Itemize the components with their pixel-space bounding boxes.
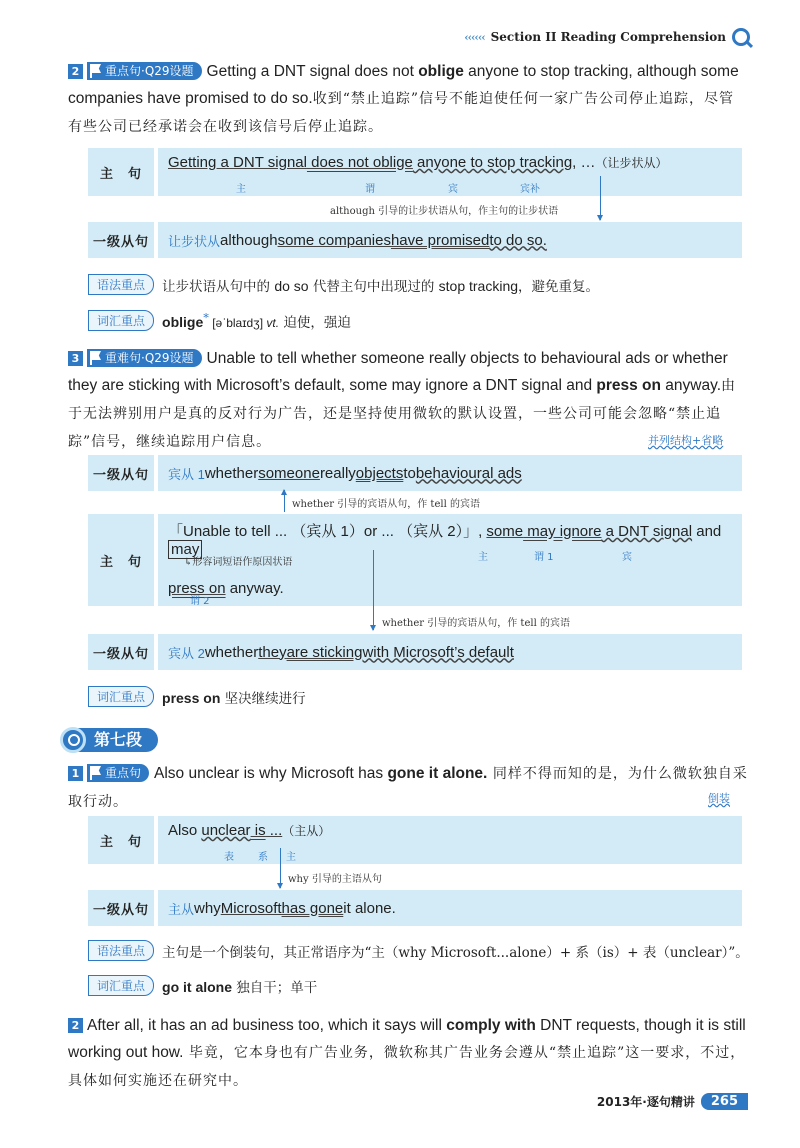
object: a DNT signal <box>601 523 693 540</box>
pill-label: 语法重点 <box>88 274 154 295</box>
footer-text: 2013年·逐句精讲 <box>596 1095 695 1109</box>
text-part: do so <box>274 277 309 294</box>
header-title: Section II Reading Comprehension <box>490 30 726 44</box>
sub-clause-row <box>88 890 742 926</box>
predicate-2: press on <box>168 580 226 597</box>
sentence-3 <box>68 345 748 456</box>
clause-tag: 主从 <box>168 901 195 917</box>
object-complement: to stop tracking <box>466 154 573 171</box>
vocab-word: go it alone <box>162 978 233 995</box>
page-number: 265 <box>701 1093 748 1110</box>
vocab-word: press on <box>162 689 221 706</box>
arrow-down <box>600 176 601 220</box>
mark-object: 宾 <box>448 184 458 195</box>
mark-predicate-2: 谓 2 <box>190 596 210 607</box>
key-word: gone it alone. <box>387 765 488 782</box>
chinese-translation: 由于无法辨别用户是真的反对行为广告，还是坚持使用微软的默认设置，一些公司可能会忽略“禁止追踪”信号，继续追踪用户信息。 <box>68 378 737 450</box>
meaning: 迫使，强迫 <box>279 314 351 331</box>
flag-tag: 重点句 <box>87 764 149 782</box>
sentence-7-2 <box>68 1012 748 1095</box>
star-mark: * <box>203 311 209 324</box>
boxed-word: may <box>168 540 202 559</box>
annotation-note: why 引导的主语从句 <box>288 874 382 885</box>
pill-label: 词汇重点 <box>88 310 154 331</box>
text-part: stop tracking <box>438 277 519 294</box>
row-label: 一级从句 <box>92 646 149 662</box>
row-content <box>154 890 742 926</box>
subject: they <box>258 643 287 661</box>
sub-clause-row <box>88 222 742 258</box>
part-of-speech: vt. <box>266 315 280 330</box>
arrow-down <box>373 550 374 630</box>
adjective-note: ↳形容词短语作原因状语 <box>184 557 293 568</box>
english-text: anyway. <box>661 377 722 394</box>
pill-label: 语法重点 <box>88 940 154 961</box>
note-text: 形容词短语作原因状语 <box>192 557 293 568</box>
sentence-number: 2 <box>68 1018 83 1033</box>
header-arrows: ‹‹‹‹‹‹ <box>464 30 485 44</box>
mark-subject: 主 <box>478 552 488 563</box>
object: anyone <box>412 154 467 171</box>
predicate: objects <box>355 464 404 482</box>
chinese-translation: 毕竟，它本身也有广告业务，微软称其广告业务会遵从“禁止追踪”这一要求，不过，具体如何实施还在研究中。 <box>68 1045 746 1089</box>
rest: it alone. <box>343 899 396 917</box>
adverb: really <box>319 464 356 482</box>
english-text: Also unclear is why Microsoft has <box>154 765 388 782</box>
clause-ref: （让步状从） <box>595 156 668 170</box>
mark-predicate-1: 谓 1 <box>534 552 554 563</box>
english-text: Getting a DNT signal does not <box>206 63 419 80</box>
pill-text: 主句是一个倒装句，其正常语序为“主（why Microsoft...alone）+ 系（is）+ 表（unclear）”。 <box>162 944 749 961</box>
grammar-point <box>88 940 749 961</box>
main-clause-row <box>88 816 742 864</box>
vocabulary-point <box>88 686 306 707</box>
predicate: are sticking <box>286 643 363 661</box>
chinese-translation: 同样不得而知的是，为什么微软独自采取行动。 <box>68 766 748 810</box>
pill-label: 词汇重点 <box>88 975 154 996</box>
conjunction: whether <box>204 643 259 661</box>
grammar-point <box>88 274 599 295</box>
running-header <box>464 28 750 46</box>
english-text: After all, it has an ad business too, which it says will <box>87 1017 447 1034</box>
object-clause-2-row <box>88 634 742 670</box>
clause-ref: （主从） <box>282 824 331 838</box>
adverb: Also <box>168 822 202 839</box>
mark-subject: 主 <box>236 184 246 195</box>
mark-linking-verb: 系 <box>258 852 268 863</box>
ellipsis: , … <box>572 154 596 171</box>
magnifier-icon <box>732 28 750 46</box>
phonetic: [əˈblaɪdʒ] <box>208 315 267 330</box>
structure-hint: 倒装 <box>708 792 730 805</box>
subject: Getting a DNT signal <box>168 154 307 171</box>
row-content <box>154 455 742 491</box>
conjunction: although <box>220 231 278 249</box>
subject: someone <box>258 464 320 482</box>
main-clause-row <box>88 148 742 196</box>
row-content <box>154 816 742 864</box>
row-label: 主 句 <box>99 554 142 570</box>
annotation-note: although 引导的让步状语从句，作主句的让步状语 <box>330 206 559 217</box>
text-part: 代替主句中出现过的 <box>308 278 439 295</box>
subject: Microsoft <box>220 899 282 917</box>
object: to do so. <box>489 231 547 249</box>
chinese-translation: 收到“禁止追踪”信号不能迫使任何一家广告公司停止追踪，尽管有些公司已经承诺会在收到该信号后停止追踪。 <box>68 91 735 135</box>
page-footer <box>597 1093 748 1110</box>
pill-text <box>162 976 317 996</box>
mark-predicate: 谓 <box>365 184 375 195</box>
sentence-7-1 <box>68 760 748 816</box>
meaning: 坚决继续进行 <box>220 690 306 707</box>
row-label: 一级从句 <box>92 467 149 483</box>
row-label: 一级从句 <box>92 234 149 250</box>
english-text: Unable to tell whether someone really objects to behavioural ads or whether they are sticking with Microsoft’s default, some may ignore a DNT signal and <box>68 350 728 394</box>
key-word: press on <box>596 377 661 394</box>
mark-object: 宾 <box>622 552 632 563</box>
conjunction: whether <box>204 464 259 482</box>
subject: ... <box>265 822 283 839</box>
row-label: 主 句 <box>99 834 142 850</box>
key-word: comply with <box>446 1017 536 1034</box>
preposition: to <box>403 464 416 482</box>
predicative: unclear <box>201 822 251 839</box>
row-content <box>154 222 742 258</box>
arrow-up <box>284 490 285 512</box>
subject: some <box>486 523 524 540</box>
row-content <box>154 634 742 670</box>
sentence-number: 3 <box>68 351 83 366</box>
arrow-down <box>280 848 281 888</box>
predicate: has gone <box>281 899 344 917</box>
mark-object-complement: 宾补 <box>520 184 540 195</box>
text-part: ，避免重复。 <box>518 278 600 295</box>
flag-tag: 重难句·Q29设题 <box>87 349 202 367</box>
predicate: does not oblige <box>306 154 413 171</box>
pill-text <box>162 275 599 295</box>
search-icon <box>60 727 86 753</box>
annotation-note: whether 引导的宾语从句，作 tell 的宾语 <box>292 499 480 510</box>
text-part: 让步状语从句中的 <box>162 278 275 295</box>
mark-subject: 主 <box>286 852 296 863</box>
clause-tag: 让步状从 <box>168 233 221 249</box>
english-text: anyone to stop tracking, although some companies have promised to do so. <box>68 63 739 107</box>
section-heading <box>60 726 158 754</box>
linking-verb: is <box>250 822 266 839</box>
predicate-1: may ignore <box>523 523 602 540</box>
meaning: 独自干；单干 <box>232 979 318 996</box>
object: behavioural ads <box>415 464 522 482</box>
subject: some companies <box>277 231 391 249</box>
clause-tag: 宾从 1 <box>168 466 205 482</box>
section-title: 第七段 <box>76 728 158 752</box>
conjunction: and <box>692 523 722 540</box>
annotation-note: whether 引导的宾语从句，作 tell 的宾语 <box>382 618 570 629</box>
predicate: have promised <box>390 231 490 249</box>
vocab-word: oblige <box>162 313 204 330</box>
clause-tag: 宾从 2 <box>168 645 205 661</box>
structure-hint: 并列结构+省略 <box>648 434 724 447</box>
row-label: 主 句 <box>99 166 142 182</box>
key-word: oblige <box>418 63 464 80</box>
sentence-2 <box>68 58 748 141</box>
vocabulary-point <box>88 310 351 331</box>
mark-predicative: 表 <box>224 852 234 863</box>
sentence-number: 2 <box>68 64 83 79</box>
vocabulary-point <box>88 975 317 996</box>
row-label: 一级从句 <box>92 902 149 918</box>
flag-tag: 重点句·Q29设题 <box>87 62 202 80</box>
adverb: anyway. <box>225 580 284 597</box>
pill-text <box>162 687 306 707</box>
english-text: DNT requests, though it is still working out how. <box>68 1017 746 1061</box>
sentence-number: 1 <box>68 766 83 781</box>
adverbial: with Microsoft’s default <box>362 643 514 661</box>
conjunction: why <box>194 899 221 917</box>
pill-label: 词汇重点 <box>88 686 154 707</box>
pill-text <box>162 311 351 331</box>
adjective-phrase: 「Unable to tell ... （宾从 1）or ... （宾从 2）」, <box>168 523 487 540</box>
object-clause-1-row <box>88 455 742 491</box>
